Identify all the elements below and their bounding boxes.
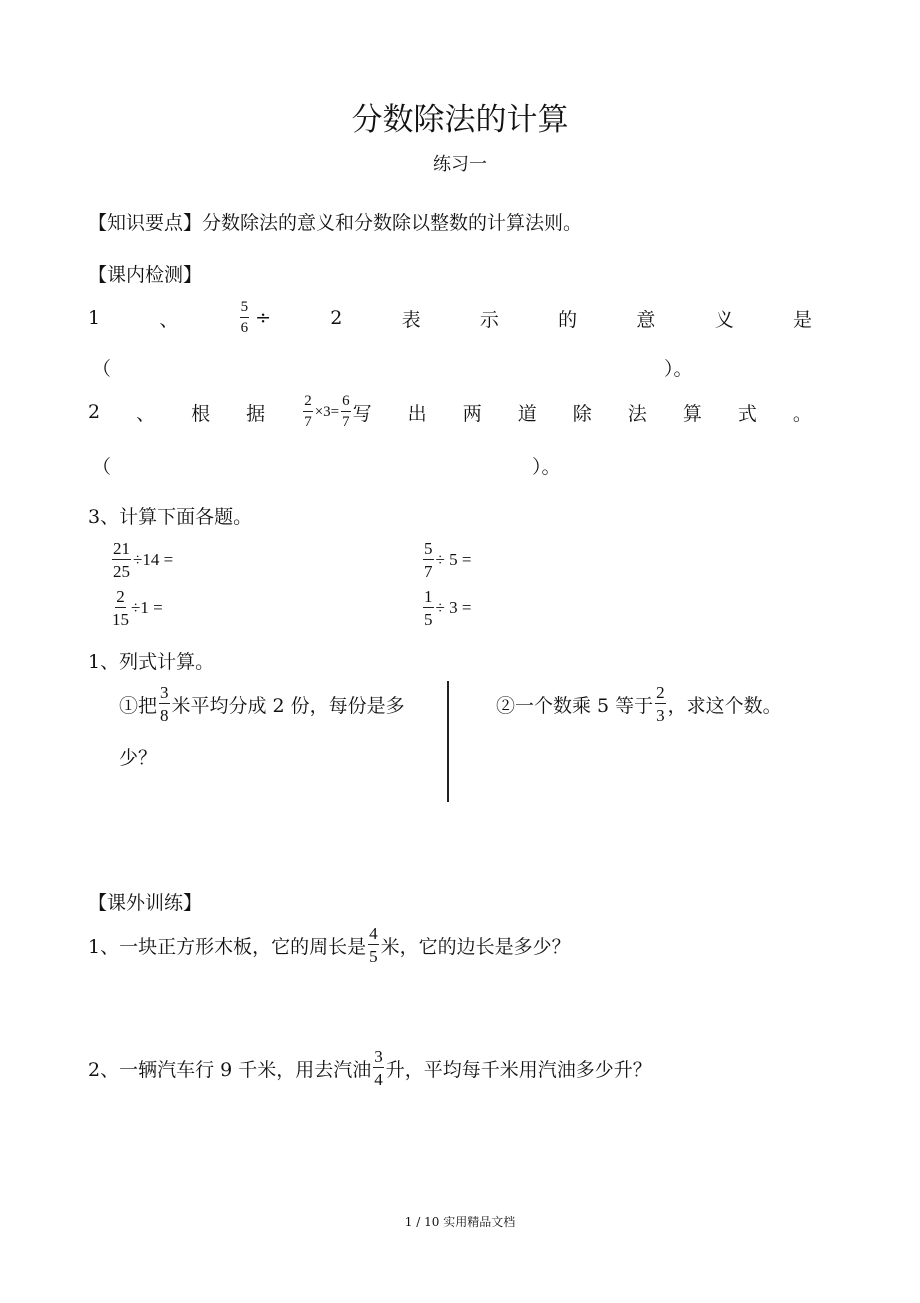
- q1-divide-sign: ÷: [255, 307, 272, 329]
- q1-blank-open: （: [92, 358, 112, 380]
- calc-item: [421, 588, 471, 628]
- q2-word: 写: [352, 402, 372, 425]
- q1-word: 的: [558, 308, 578, 331]
- fraction-numerator: 4: [369, 924, 378, 943]
- q4-right-problem: [496, 684, 782, 724]
- fraction-denominator: 25: [113, 562, 130, 581]
- page-subtitle: 练习一: [433, 154, 487, 175]
- section-after-class-heading: 【课外训练】: [88, 892, 203, 914]
- ex1-fraction: [368, 925, 379, 965]
- q4-right-prefix: ②一个数乘 5 等于: [496, 694, 654, 717]
- q2-equation: [301, 394, 371, 430]
- q1-word: 义: [714, 308, 734, 331]
- q1-operand: 2: [330, 307, 343, 329]
- fraction-numerator: 2: [656, 683, 665, 702]
- calc-fraction: [423, 588, 434, 628]
- q2-word: 除: [572, 402, 592, 425]
- ex2-prefix: 2、一辆汽车行 9 千米，用去汽油: [88, 1058, 372, 1081]
- fraction-denominator: 5: [369, 947, 378, 966]
- ex1-suffix: 米，它的边长是多少？: [380, 935, 571, 958]
- q4-left-suffix: 米平均分成 2 份，每份是多: [171, 694, 405, 717]
- ex1-prefix: 1、一块正方形木板，它的周长是: [88, 935, 367, 958]
- q2-fraction-b: [341, 394, 351, 430]
- calc-item: [110, 588, 163, 628]
- q2-number: 2: [88, 401, 101, 423]
- q1-number: 1: [88, 307, 101, 329]
- q1-word: 示: [479, 308, 499, 331]
- q1-sep: 、: [159, 308, 179, 331]
- q2-word: 算: [682, 402, 702, 425]
- q4-left-prefix: ①把: [119, 694, 158, 717]
- q2-word: 根: [191, 402, 211, 425]
- q4-left-problem: [119, 684, 405, 724]
- q4-left-line2: 少？: [119, 747, 158, 769]
- q4-label: 1、列式计算。: [88, 651, 215, 673]
- knowledge-points: 【知识要点】分数除法的意义和分数除以整数的计算法则。: [88, 212, 583, 234]
- fraction-numerator: 5: [240, 300, 250, 318]
- q2-blank-open: （: [92, 456, 112, 478]
- fraction-denominator: 3: [656, 706, 665, 725]
- q2-word: 两: [462, 402, 482, 425]
- q2-fraction-a: [303, 394, 313, 430]
- fraction-numerator: 5: [424, 539, 433, 558]
- calc-fraction: [112, 540, 131, 580]
- fraction-denominator: 7: [304, 414, 312, 430]
- calc-item: [421, 540, 471, 580]
- q1-word: 是: [792, 308, 812, 331]
- fraction-numerator: 2: [116, 587, 125, 606]
- q2-sep: 、: [136, 402, 156, 425]
- fraction-denominator: 7: [424, 562, 433, 581]
- column-divider: [447, 681, 449, 802]
- fraction-numerator: 6: [341, 394, 351, 412]
- q1-word: 表: [401, 308, 421, 331]
- q3-label: 3、计算下面各题。: [88, 506, 253, 528]
- fraction-numerator: 1: [424, 587, 433, 606]
- fraction-denominator: 7: [342, 414, 350, 430]
- fraction-denominator: 15: [112, 610, 129, 629]
- q2-multiply: ×3=: [314, 403, 340, 420]
- q2-word: 道: [517, 402, 537, 425]
- fraction-numerator: 21: [113, 539, 130, 558]
- page-title: 分数除法的计算: [351, 102, 569, 138]
- q1-word: 意: [636, 308, 656, 331]
- fraction-denominator: 4: [374, 1070, 383, 1089]
- fraction-numerator: 3: [160, 683, 169, 702]
- fraction-numerator: 3: [374, 1047, 383, 1066]
- calc-rest: ÷ 5 =: [435, 550, 472, 569]
- calc-item: [110, 540, 173, 580]
- exercise-2: [88, 1048, 652, 1088]
- calc-rest: ÷14 =: [133, 550, 174, 569]
- calc-fraction: [423, 540, 434, 580]
- fraction-denominator: 8: [160, 706, 169, 725]
- fraction-denominator: 6: [240, 320, 249, 336]
- fraction-denominator: 5: [424, 610, 433, 629]
- q2-word: 法: [627, 402, 647, 425]
- ex2-suffix: 升，平均每千米用汽油多少升？: [385, 1058, 652, 1081]
- q2-word: 据: [246, 402, 266, 425]
- calc-rest: ÷1 =: [131, 598, 163, 617]
- q4-right-fraction: [655, 684, 666, 724]
- q2-blank-close: ）。: [532, 456, 561, 478]
- q2-word: 。: [792, 402, 812, 425]
- question-1: [88, 300, 812, 336]
- q2-word: 式: [737, 402, 757, 425]
- q1-expression: [238, 300, 271, 336]
- page-footer: 1 / 10 实用精品文档: [404, 1215, 516, 1229]
- section-in-class-heading: 【课内检测】: [88, 264, 203, 286]
- q1-fraction: [240, 300, 250, 336]
- fraction-numerator: 2: [303, 394, 313, 412]
- q4-left-fraction: [159, 684, 170, 724]
- q4-right-suffix: ，求这个数。: [667, 694, 782, 717]
- q2-word: 出: [407, 402, 427, 425]
- calc-fraction: [112, 588, 129, 628]
- question-2: [88, 394, 812, 430]
- calc-rest: ÷ 3 =: [435, 598, 472, 617]
- exercise-1: [88, 925, 571, 965]
- q1-blank-close: ）。: [664, 358, 693, 380]
- ex2-fraction: [373, 1048, 384, 1088]
